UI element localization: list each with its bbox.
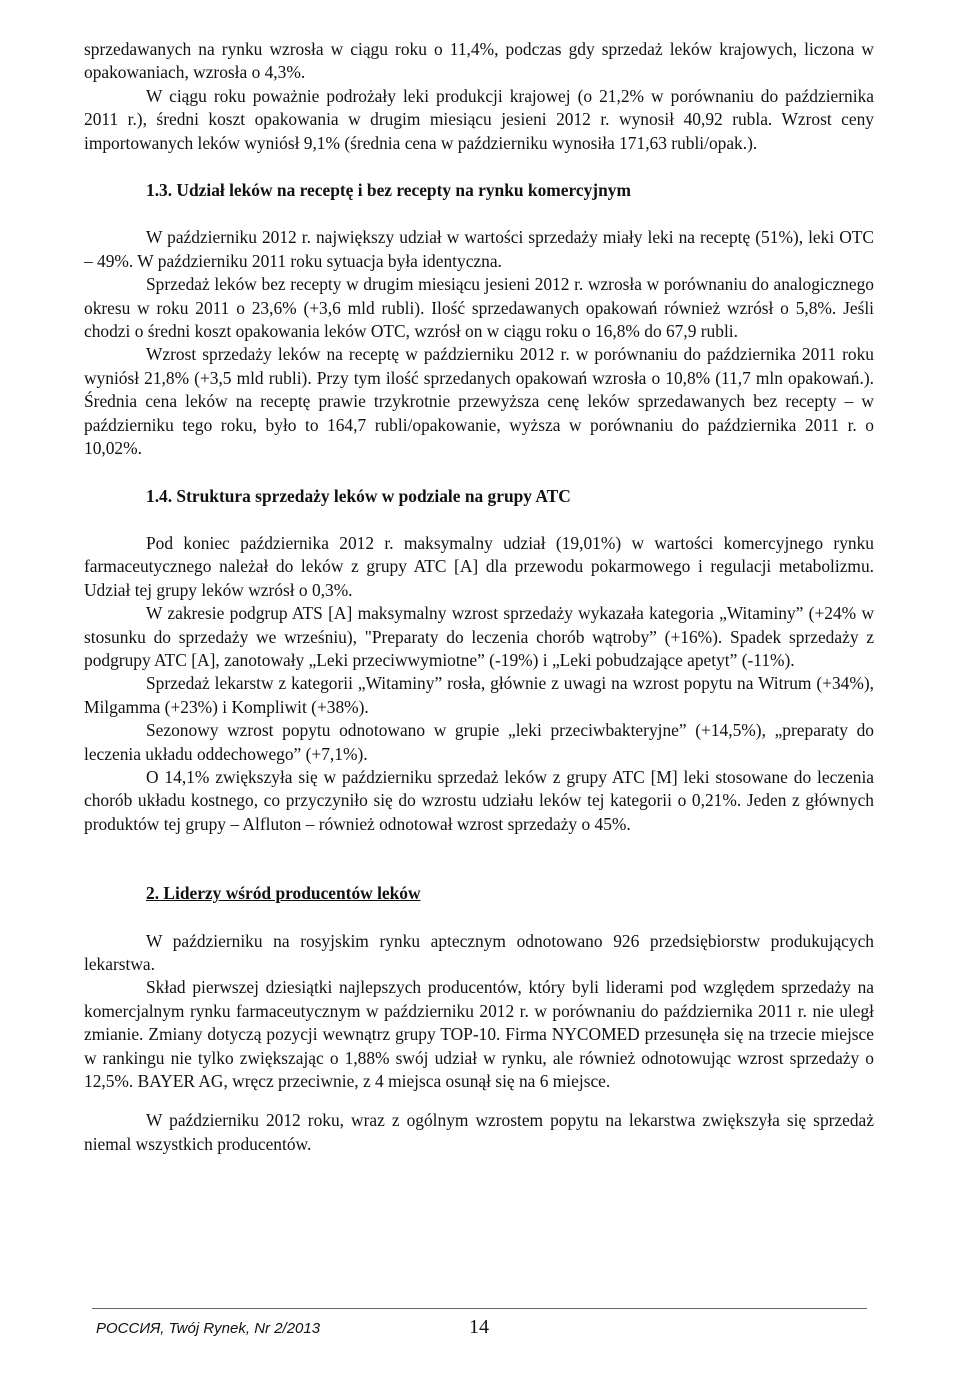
paragraph: sprzedawanych na rynku wzrosła w ciągu roku o 11,4%, podczas gdy sprzedaż leków krajowych, liczona w opakowaniach, wzrosła o 4,3%. [84, 39, 874, 83]
paragraph: W październiku 2012 roku, wraz z ogólnym wzrostem popytu na lekarstwa zwiększyła się sprzedaż niemal wszystkich producentów. [84, 1110, 874, 1154]
section-heading: 1.4. Struktura sprzedaży leków w podziale na grupy ATC [146, 485, 571, 506]
chapter-heading: 2. Liderzy wśród producentów leków [146, 883, 421, 904]
paragraph: W październiku 2012 r. największy udział w wartości sprzedaży miały leki na receptę (51%), leki OTC – 49%. W październiku 2011 roku sytuacja była identyczna. [84, 227, 874, 271]
paragraph: Sprzedaż leków bez recepty w drugim miesiącu jesieni 2012 r. wzrosła w porównaniu do analogicznego okresu w roku 2011 o 23,6% (+3,6 mld rubli). Ilość sprzedawanych opakowań również wzrósł o 5,8%. Jeśli chodzi o średni koszt opakowania leków OTC, wzrósł on w ciągu roku o 16,8% do 67,9 rubli. [84, 274, 874, 342]
paragraph: Sprzedaż lekarstw z kategorii „Witaminy” rosła, głównie z uwagi na wzrost popytu na Witrum (+34%), Milgamma (+23%) i Kompliwit (+38%). [84, 673, 874, 717]
page-number: 14 [469, 1316, 489, 1338]
document-page [84, 38, 874, 1156]
footer-divider [92, 1308, 867, 1309]
paragraph: Pod koniec października 2012 r. maksymalny udział (19,01%) w wartości komercyjnego rynku farmaceutycznego należał do leków z grupy ATC [A] dla przewodu pokarmowego i regulacji metabolizmu. Udział tej grupy leków wzrósł o 0,3%. [84, 532, 874, 600]
paragraph: Sezonowy wzrost popytu odnotowano w grupie „leki przeciwbakteryjne” (+14,5%), „preparaty do leczenia układu oddechowego” (+7,1%). [84, 720, 874, 764]
page-footer [84, 1308, 874, 1338]
paragraph: O 14,1% zwiększyła się w październiku sprzedaż leków z grupy ATC [M] leki stosowane do leczenia chorób układu kostnego, co przyczyniło się do wzrostu udziału leków tej kategorii o 0,21%. Jeden z głównych produktów tej grupy – Alfluton – również odnotował wzrost sprzedaży o 45%. [84, 766, 874, 834]
paragraph: W ciągu roku poważnie podrożały leki produkcji krajowej (o 21,2% w porównaniu do października 2011 r.), średni koszt opakowania w drugim miesiącu jesieni 2012 r. wynosił 40,92 rubla. Wzrost ceny importowanych leków wyniósł 9,1% (średnia cena w październiku wynosiła 171,63 rubli/opak.). [84, 85, 874, 153]
paragraph: Wzrost sprzedaży leków na receptę w październiku 2012 r. w porównaniu do października 2011 roku wyniósł 21,8% (+3,5 mld rubli). Przy tym ilość sprzedanych opakowań wzrosła o 10,8% (11,7 mln opakowań.). Średnia cena leków na receptę prawie trzykrotnie przewyższa cenę leków sprzedawanych bez recepty – w październiku tego roku, było to 164,7 rubli/opakowanie, wyższa w porównaniu do października 2011 r. o 10,02%. [84, 344, 874, 459]
section-heading: 1.3. Udział leków na receptę i bez recepty na rynku komercyjnym [146, 180, 631, 201]
paragraph: Skład pierwszej dziesiątki najlepszych producentów, który byli liderami pod względem sprzedaży na komercjalnym rynku farmaceutycznym w październiku 2012 r. w porównaniu do października 2011 r. nie uległ zmianie. Zmiany dotyczą pozycji wewnątrz grupy TOP-10. Firma NYCOMED przesunęła się na trzecie miejsce w rankingu nie tylko zwiększając o 1,88% swój udział w rynku, ale również odnotowując wzrost sprzedaży o 12,5%. BAYER AG, wręcz przeciwnie, z 4 miejsca osunął się na 6 miejsce. [84, 977, 874, 1092]
paragraph: W zakresie podgrup ATS [A] maksymalny wzrost sprzedaży wykazała kategoria „Witaminy” (+24% w stosunku do sprzedaży we wrześniu), "Preparaty do leczenia chorób wątroby” (+16%). Spadek sprzedaży z podgrupy ATC [A], zanotowały „Leki przeciwwymiotne” (-19%) i „Leki pobudzające apetyt” (-11%). [84, 603, 874, 670]
paragraph: W październiku na rosyjskim rynku aptecznym odnotowano 926 przedsiębiorstw produkujących lekarstwa. [84, 930, 874, 974]
publication-name: РОССИЯ, Twój Rynek, Nr 2/2013 [96, 1320, 321, 1337]
